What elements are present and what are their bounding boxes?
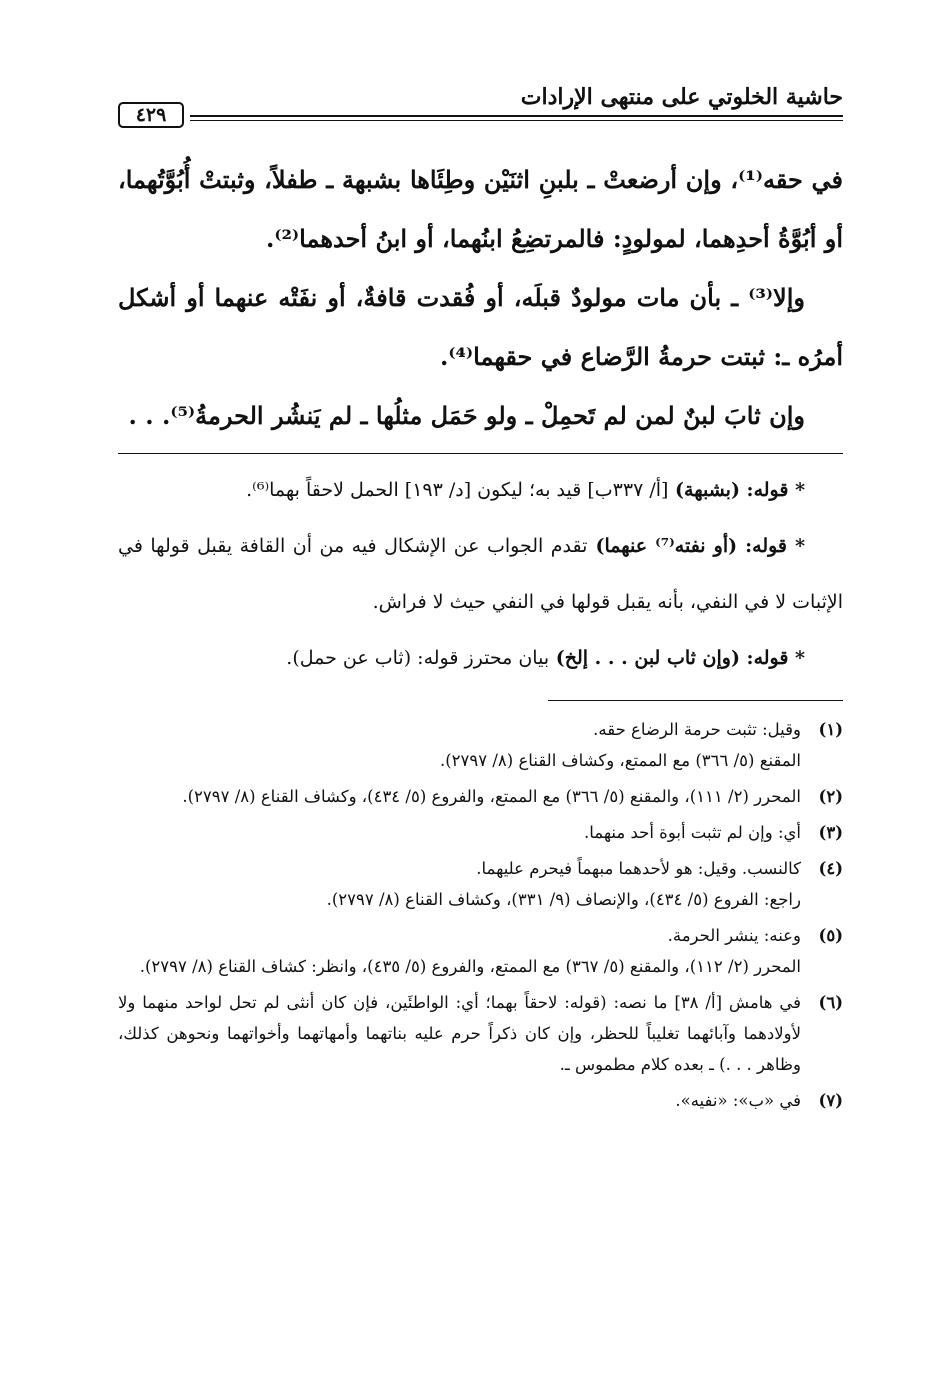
commentary-keyword: * قوله: (بشبهة) bbox=[668, 479, 805, 501]
footnote-number: (٤) bbox=[818, 859, 843, 878]
footnote-number: (١) bbox=[818, 720, 843, 739]
footnote bbox=[118, 987, 843, 1080]
footnotes bbox=[118, 714, 843, 1121]
commentary bbox=[118, 462, 843, 686]
commentary-keyword: * قوله: (وإن ثاب لبن . . . إلخ) bbox=[549, 647, 805, 669]
footnote-line: المحرر (٢/ ١١٢)، والمقنع (٥/ ٣٦٧) مع الممتع، والفروع (٥/ ٤٣٥)، وانظر: كشاف القناع (٨/ ٢٧٩٧). bbox=[139, 957, 801, 976]
commentary-item bbox=[118, 630, 843, 686]
footnote-divider bbox=[548, 700, 843, 701]
footnote bbox=[118, 781, 843, 812]
main-paragraph: وإلا⁽³⁾ ـ بأن مات مولودٌ قبلَه، أو فُقدت قافةٌ، أو نفَتْه عنهما أو أشكل أمرُه ـ: ثبتت حرمةُ الرَّضاع في حقهما⁽⁴⁾. bbox=[118, 283, 843, 371]
page-number: ٤٢٩ bbox=[118, 102, 184, 128]
running-title: حاشية الخلوتي على منتهى الإرادات bbox=[520, 84, 843, 110]
footnote-line: كالنسب. وقيل: هو لأحدهما مبهماً فيحرم عليهما. bbox=[476, 859, 801, 878]
footnote-body bbox=[118, 987, 801, 1080]
footnote-body bbox=[118, 781, 801, 812]
main-paragraph: وإن ثابَ لبنٌ لمن لم تَحمِلْ ـ ولو حَمَل مثلُها ـ لم يَنشُر الحرمةُ⁽⁵⁾. . . bbox=[128, 401, 805, 430]
section-divider bbox=[118, 453, 843, 454]
footnote-body bbox=[118, 1085, 801, 1116]
footnote-line: أي: وإن لم تثبت أبوة أحد منهما. bbox=[584, 823, 801, 842]
footnote bbox=[118, 817, 843, 848]
footnote-body bbox=[118, 920, 801, 982]
footnote-line: في «ب»: «نفيه». bbox=[675, 1091, 801, 1110]
footnote-line: وقيل: تثبت حرمة الرضاع حقه. bbox=[593, 720, 801, 739]
footnote-number: (٣) bbox=[818, 823, 843, 842]
footnote-body bbox=[118, 817, 801, 848]
footnote-body bbox=[118, 714, 801, 776]
footnote-number: (٥) bbox=[818, 926, 843, 945]
commentary-text: تقدم الجواب عن الإشكال فيه من أن القافة يقبل قولها في الإثبات لا في النفي، بأنه يقبل قولها في النفي حيث لا فراش. bbox=[118, 535, 843, 613]
footnote bbox=[118, 1085, 843, 1116]
page-header bbox=[118, 78, 843, 124]
footnote bbox=[118, 853, 843, 915]
header-rule bbox=[190, 115, 843, 117]
footnote-body bbox=[118, 853, 801, 915]
main-text bbox=[118, 150, 843, 445]
main-paragraph: في حقه⁽¹⁾، وإن أرضعتْ ـ بلبنِ اثنَيْن وطِئَاها بشبهة ـ طفلاً، وثبتتْ أُبُوَّتُهما، أو أبُوَّةُ أحدِهما، لمولودٍ: فالمرتضِعُ ابنُهما، أو ابنُ أحدهما⁽²⁾. bbox=[118, 165, 843, 253]
footnote bbox=[118, 920, 843, 982]
header-rule-thin bbox=[190, 120, 843, 121]
commentary-item bbox=[118, 462, 843, 518]
commentary-keyword: * قوله: (أو نفته⁽⁷⁾ عنهما) bbox=[587, 535, 806, 557]
footnote-number: (٢) bbox=[818, 787, 843, 806]
footnote bbox=[118, 714, 843, 776]
footnote-line: وعنه: ينشر الحرمة. bbox=[667, 926, 801, 945]
footnote-line: المحرر (٢/ ١١١)، والمقنع (٥/ ٣٦٦) مع الممتع، والفروع (٥/ ٤٣٤)، وكشاف القناع (٨/ ٢٧٩٧). bbox=[182, 787, 801, 806]
footnote-number: (٧) bbox=[818, 1091, 843, 1110]
footnote-line: في هامش [أ/ ٣٨] ما نصه: (قوله: لاحقاً بهما؛ أي: الواطئَين، فإن كان أنثى لم تحل لواحد منهما ولا لأولادهما وآبائهما تغليباً للحظر، وإن كان ذكراً حرم عليه بناتهما وأمهاتهما وأخواتهما ونحوهن كذلك، وظاهر . . .) ـ بعده كلام مطموس ـ. bbox=[118, 993, 801, 1074]
footnote-line: المقنع (٥/ ٣٦٦) مع الممتع، وكشاف القناع (٨/ ٢٧٩٧). bbox=[439, 751, 801, 770]
commentary-text: بيان محترز قوله: (ثاب عن حمل). bbox=[286, 647, 550, 669]
footnote-number: (٦) bbox=[818, 993, 843, 1012]
commentary-item bbox=[118, 518, 843, 630]
commentary-text: [أ/ ٣٣٧ب] قيد به؛ ليكون [د/ ١٩٣] الحمل لاحقاً بهما⁽⁶⁾. bbox=[246, 479, 669, 501]
footnote-line: راجع: الفروع (٥/ ٤٣٤)، والإنصاف (٩/ ٣٣١)، وكشاف القناع (٨/ ٢٧٩٧). bbox=[326, 890, 801, 909]
